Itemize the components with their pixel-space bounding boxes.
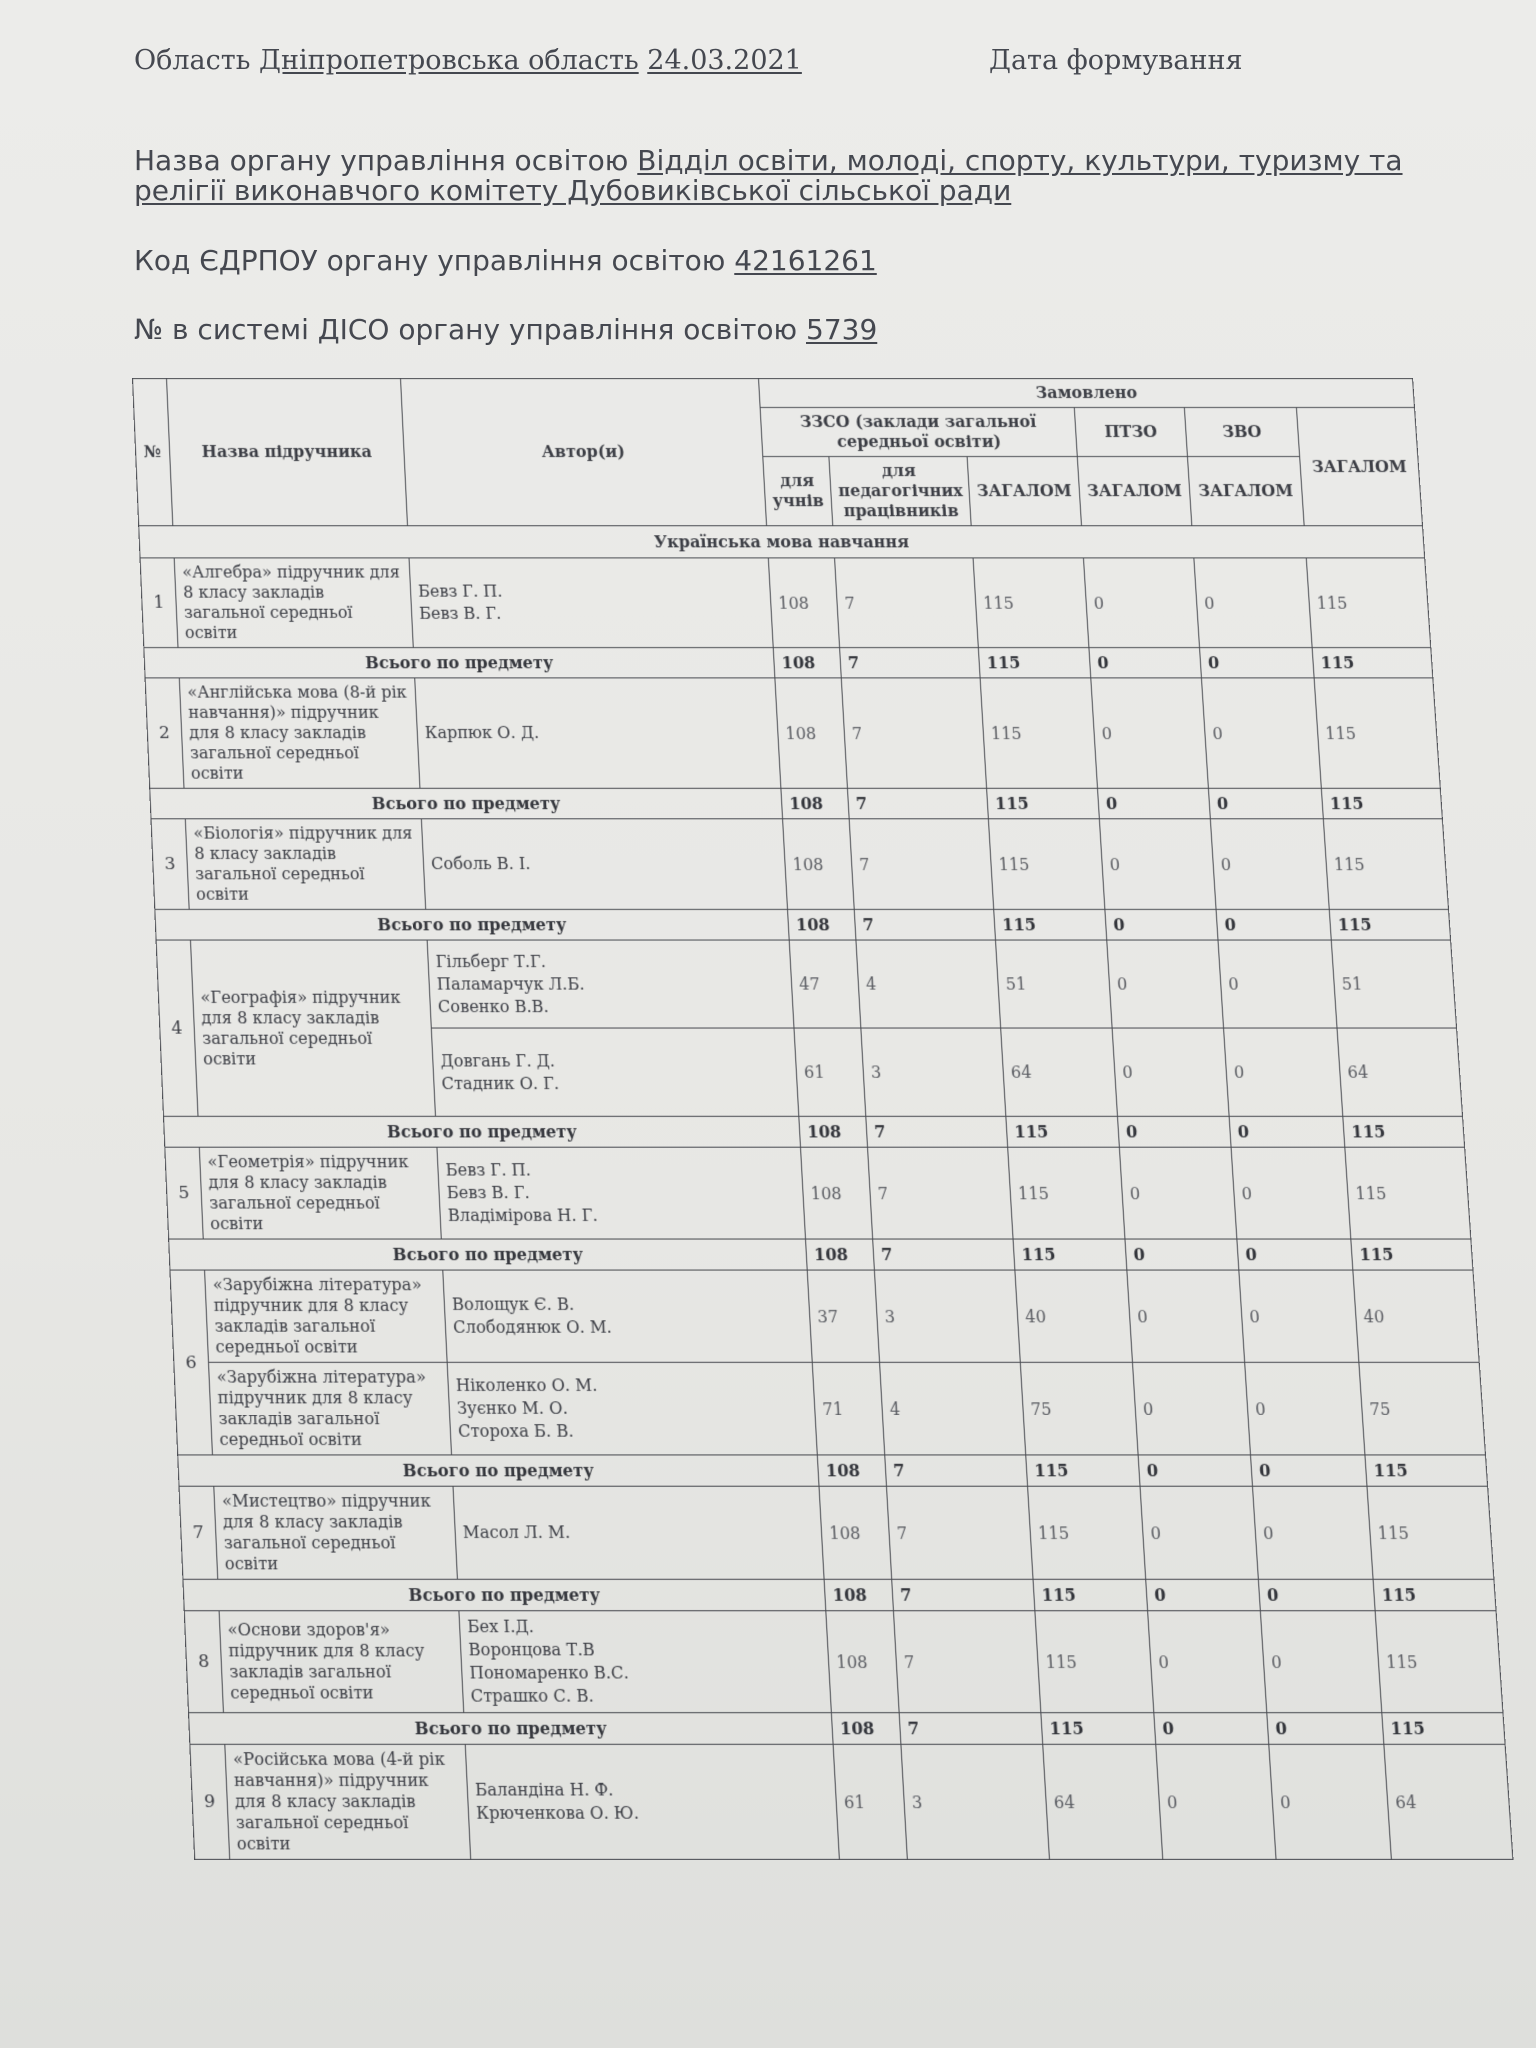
teachers-count: 7 (835, 558, 979, 648)
zzso-total: 115 (1035, 1611, 1154, 1713)
textbook-title: «Мистецтво» підручник для 8 класу закладів загальної середньої освіти (214, 1486, 458, 1579)
grand-sum: 115 (1312, 648, 1433, 678)
subject-total-label: Всього по предмету (169, 1239, 808, 1270)
author-name: Владімірова Н. Г. (447, 1205, 599, 1226)
author-name: Бевз В. Г. (446, 1182, 531, 1203)
grand-sum: 115 (1329, 909, 1450, 940)
zvo-total: 0 (1218, 940, 1337, 1028)
author-name: Стадник О. Г. (441, 1073, 560, 1093)
zzso-sum: 115 (1013, 1239, 1127, 1270)
subject-total-row (163, 1116, 1464, 1147)
zvo-total: 0 (1224, 1028, 1343, 1116)
authors-cell (431, 1028, 799, 1116)
grand-sum: 115 (1382, 1713, 1505, 1745)
table-row (165, 1147, 1471, 1239)
teachers-total: 7 (873, 1239, 1015, 1270)
textbook-title: «Алгебра» підручник для 8 класу закладів загальної середньої освіти (174, 558, 413, 648)
zzso-sum: 115 (1033, 1579, 1148, 1610)
subject-total-row (178, 1455, 1488, 1486)
col-title-header: Назва підручника (167, 378, 408, 525)
author-name: Пономаренко В.С. (469, 1662, 630, 1683)
subject-total-label: Всього по предмету (155, 909, 789, 940)
teachers-count: 3 (874, 1270, 1020, 1362)
ptzo-total: 0 (1156, 1744, 1276, 1859)
table-row (140, 558, 1431, 648)
students-count: 108 (800, 1147, 872, 1239)
row-number: 9 (190, 1744, 230, 1859)
zzso-total: 75 (1020, 1362, 1138, 1455)
zzso-total: 115 (1008, 1147, 1125, 1239)
textbook-title: «Зарубіжна література» підручник для 8 класу закладів загальної середньої освіти (208, 1362, 451, 1455)
table-row (156, 940, 1456, 1028)
grand-sum: 115 (1373, 1579, 1496, 1610)
teachers-count: 7 (868, 1147, 1014, 1239)
zzso-total: 115 (973, 558, 1089, 648)
subject-total-label: Всього по предмету (189, 1713, 834, 1745)
row-number: 1 (140, 558, 178, 648)
table-row (174, 1362, 1486, 1455)
row-number: 4 (156, 940, 198, 1116)
authors-cell (421, 819, 787, 910)
students-count: 108 (775, 678, 848, 788)
grand-total: 115 (1375, 1611, 1503, 1713)
grand-total: 115 (1306, 558, 1431, 648)
col-author-header: Автор(и) (401, 378, 767, 525)
students-count: 37 (807, 1270, 879, 1362)
author-name: Стороха Б. В. (457, 1421, 574, 1441)
students-total: 108 (806, 1239, 875, 1270)
authors-cell (453, 1486, 824, 1579)
teachers-count: 7 (849, 819, 994, 910)
zzso-total: 64 (1001, 1028, 1118, 1116)
students-count: 108 (768, 558, 839, 648)
zvo-total: 0 (1239, 1270, 1359, 1362)
subject-total-label: Всього по предмету (150, 788, 783, 818)
diso-line (134, 315, 1476, 345)
zvo-total-header: ЗАГАЛОМ (1187, 457, 1304, 526)
grand-total: 40 (1353, 1270, 1479, 1362)
org-line (134, 146, 1476, 206)
grand-total: 115 (1314, 678, 1440, 788)
ptzo-total-header: ЗАГАЛОМ (1077, 457, 1192, 526)
zvo-sum: 0 (1258, 1579, 1375, 1610)
author-name: Волощук Є. В. (451, 1294, 575, 1315)
zzso-total: 40 (1015, 1270, 1133, 1362)
teachers-total: 7 (847, 788, 988, 818)
col-no-header: № (133, 378, 173, 525)
date-value: 24.03.2021 (647, 45, 802, 76)
author-name: Бевз Г. П. (417, 581, 503, 601)
ptzo-total: 0 (1119, 1147, 1237, 1239)
zvo-total: 0 (1260, 1611, 1381, 1713)
authors-cell (409, 558, 773, 648)
textbook-title: «Основи здоров'я» підручник для 8 класу закладів загальної середньої освіти (219, 1611, 464, 1713)
grand-total: 64 (1337, 1028, 1463, 1116)
region-line (134, 46, 1476, 76)
grand-sum: 115 (1321, 788, 1442, 818)
zzso-sum: 115 (1006, 1116, 1120, 1147)
zzso-sum: 115 (987, 788, 1100, 818)
authors-cell (465, 1744, 839, 1859)
author-name: Совенко В.В. (437, 996, 550, 1016)
zzso-total: 64 (1043, 1744, 1163, 1859)
grand-sum: 115 (1365, 1455, 1488, 1486)
subject-total-row (183, 1579, 1496, 1610)
textbook-order-table (132, 378, 1513, 1860)
row-number: 2 (145, 678, 184, 788)
subject-total-label: Всього по предмету (183, 1579, 826, 1610)
zvo-sum: 0 (1229, 1116, 1345, 1147)
author-name: Бех І.Д. (466, 1616, 535, 1637)
author-name: Паламарчук Л.Б. (436, 973, 585, 994)
author-name: Ніколенко О. М. (455, 1375, 598, 1396)
grand-total: 115 (1345, 1147, 1471, 1239)
zvo-sum: 0 (1267, 1713, 1384, 1745)
author-name: Страшко С. В. (470, 1685, 595, 1706)
grand-sum: 115 (1343, 1116, 1465, 1147)
teachers-count: 3 (901, 1744, 1050, 1859)
students-total: 108 (831, 1713, 901, 1745)
zvo-sum: 0 (1200, 648, 1315, 678)
zvo-total: 0 (1269, 1744, 1392, 1859)
ptzo-total: 0 (1127, 1270, 1245, 1362)
textbook-title: «Англійська мова (8-й рік навчання)» підручник для 8 класу закладів загальної середньої освіти (179, 678, 420, 788)
grand-total: 64 (1384, 1744, 1513, 1859)
ptzo-sum: 0 (1138, 1455, 1252, 1486)
ptzo-sum: 0 (1117, 1116, 1231, 1147)
authors-cell (437, 1147, 806, 1239)
zzso-sum: 115 (978, 648, 1090, 678)
author-name: Зуєнко М. О. (456, 1398, 569, 1418)
subject-total-row (155, 909, 1451, 940)
students-total: 108 (781, 788, 849, 818)
teachers-total: 7 (866, 1116, 1008, 1147)
date-label: Дата формування (989, 45, 1243, 76)
grand-total: 115 (1323, 819, 1448, 910)
teachers-count: 4 (856, 940, 1001, 1028)
students-header: для учнів (763, 457, 833, 526)
table-row (184, 1611, 1503, 1713)
ptzo-sum: 0 (1105, 909, 1218, 940)
table-row (151, 819, 1449, 910)
authors-cell (459, 1611, 831, 1713)
zvo-total: 0 (1245, 1362, 1365, 1455)
grand-total: 51 (1331, 940, 1456, 1028)
zvo-total: 0 (1252, 1486, 1373, 1579)
diso-label: № в системі ДІСО органу управління освітою (134, 313, 798, 346)
zvo-header: ЗВО (1184, 407, 1299, 456)
row-number: 8 (184, 1611, 223, 1713)
zzso-total: 51 (995, 940, 1112, 1028)
org-label: Назва органу управління освітою (134, 144, 629, 177)
region-value: Дніпропетровська область (259, 45, 639, 76)
row-number: 7 (179, 1486, 218, 1579)
teachers-total: 7 (885, 1455, 1028, 1486)
students-count: 61 (794, 1028, 866, 1116)
zvo-total: 0 (1231, 1147, 1351, 1239)
edrpou-value: 42161261 (734, 244, 877, 277)
author-name: Воронцова Т.В (467, 1639, 596, 1660)
teachers-total: 7 (899, 1713, 1043, 1745)
students-count: 108 (826, 1611, 899, 1713)
zzso-sum: 115 (1041, 1713, 1156, 1745)
subject-total-row (169, 1239, 1473, 1270)
ordered-header: Замовлено (759, 378, 1415, 407)
students-total: 108 (817, 1455, 886, 1486)
zvo-sum: 0 (1237, 1239, 1353, 1270)
students-total: 108 (788, 909, 856, 940)
zzso-total: 115 (980, 678, 1097, 788)
table-row (190, 1744, 1513, 1859)
subject-total-label: Всього по предмету (144, 648, 775, 678)
teachers-count: 7 (893, 1611, 1040, 1713)
teachers-total: 7 (840, 648, 981, 678)
zzso-sum: 115 (994, 909, 1107, 940)
ptzo-total: 0 (1112, 1028, 1229, 1116)
teachers-count: 4 (880, 1362, 1026, 1455)
subject-total-row (150, 788, 1443, 818)
subject-total-label: Всього по предмету (163, 1116, 800, 1147)
students-count: 61 (833, 1744, 907, 1859)
ptzo-total: 0 (1148, 1611, 1267, 1713)
subject-total-label: Всього по предмету (178, 1455, 819, 1486)
zzso-total: 115 (988, 819, 1104, 910)
ptzo-total: 0 (1099, 819, 1216, 910)
teachers-count: 7 (886, 1486, 1033, 1579)
author-name: Довгань Г. Д. (439, 1050, 556, 1071)
table-row (179, 1486, 1494, 1579)
teachers-header: для педагогічних працівників (829, 457, 971, 526)
ptzo-sum: 0 (1125, 1239, 1239, 1270)
row-number: 6 (170, 1270, 212, 1455)
ptzo-total: 0 (1091, 678, 1209, 788)
author-name: Слободянюк О. М. (452, 1317, 613, 1337)
author-name: Крюченкова О. Ю. (475, 1802, 640, 1823)
table-body (139, 526, 1513, 1860)
textbook-title: «Зарубіжна література» підручник для 8 класу закладів загальної середньої освіти (205, 1270, 448, 1362)
subject-total-row (189, 1713, 1506, 1745)
ptzo-header: ПТЗО (1074, 407, 1187, 456)
zzso-total-header: ЗАГАЛОМ (967, 457, 1081, 526)
students-count: 108 (819, 1486, 892, 1579)
grand-total: 75 (1359, 1362, 1486, 1455)
textbook-title: «Геометрія» підручник для 8 класу закладів загальної середньої освіти (199, 1147, 441, 1239)
author-name: Соболь В. І. (430, 853, 531, 874)
org-value: Відділ освіти, молоді, спорту, культури, туризму та релігії виконавчого комітету Дубовиківської сільської ради (134, 144, 1403, 207)
zvo-total: 0 (1210, 819, 1329, 910)
teachers-total: 7 (854, 909, 995, 940)
author-name: Гільберг Т.Г. (435, 951, 547, 971)
authors-cell (443, 1270, 812, 1362)
textbook-title: «Російська мова (4-й рік навчання)» підручник для 8 класу закладів загальної середньої освіти (225, 1744, 471, 1859)
ptzo-sum: 0 (1146, 1579, 1261, 1610)
students-total: 108 (799, 1116, 868, 1147)
author-name: Баландіна Н. Ф. (474, 1779, 614, 1800)
students-count: 71 (812, 1362, 884, 1455)
zzso-total: 115 (1028, 1486, 1146, 1579)
zvo-sum: 0 (1216, 909, 1331, 940)
zvo-total: 0 (1201, 678, 1321, 788)
subject-total-row (144, 648, 1433, 678)
students-count: 47 (789, 940, 861, 1028)
teachers-count: 7 (841, 678, 986, 788)
table-row (145, 678, 1440, 788)
region-label: Область (134, 45, 251, 76)
ptzo-total: 0 (1132, 1362, 1250, 1455)
students-total: 108 (773, 648, 841, 678)
students-count: 108 (783, 819, 855, 910)
grand-total: 115 (1367, 1486, 1494, 1579)
zvo-sum: 0 (1251, 1455, 1367, 1486)
author-name: Карпюк О. Д. (424, 722, 540, 743)
ptzo-total: 0 (1140, 1486, 1258, 1579)
row-number: 3 (151, 819, 189, 910)
diso-value: 5739 (806, 313, 878, 346)
students-total: 108 (824, 1579, 893, 1610)
ptzo-total: 0 (1107, 940, 1224, 1028)
author-name: Бевз Г. П. (445, 1160, 532, 1180)
ptzo-sum: 0 (1097, 788, 1210, 818)
edrpou-label: Код ЄДРПОУ органу управління освітою (134, 244, 726, 277)
authors-cell (427, 940, 794, 1028)
zzso-header: ЗЗСО (заклади загальної середньої освіти) (760, 407, 1077, 456)
zzso-sum: 115 (1026, 1455, 1140, 1486)
edrpou-line (134, 246, 1476, 276)
textbook-title: «Біологія» підручник для 8 класу закладів загальної середньої освіти (185, 819, 425, 910)
row-number: 5 (165, 1147, 203, 1239)
authors-cell (447, 1362, 817, 1455)
grand-total-header: ЗАГАЛОМ (1296, 407, 1422, 525)
language-section-label: Українська мова навчання (139, 526, 1425, 558)
table-row (170, 1270, 1479, 1362)
ptzo-sum: 0 (1154, 1713, 1269, 1745)
teachers-total: 7 (892, 1579, 1035, 1610)
author-name: Масол Л. М. (462, 1522, 571, 1543)
zvo-total: 0 (1194, 558, 1312, 648)
grand-sum: 115 (1351, 1239, 1473, 1270)
ptzo-sum: 0 (1089, 648, 1202, 678)
authors-cell (415, 678, 781, 788)
teachers-count: 3 (861, 1028, 1006, 1116)
zvo-sum: 0 (1208, 788, 1323, 818)
textbook-title: «Географія» підручник для 8 класу закладів загальної середньої освіти (190, 940, 435, 1116)
ptzo-total: 0 (1083, 558, 1199, 648)
author-name: Бевз В. Г. (418, 603, 502, 623)
